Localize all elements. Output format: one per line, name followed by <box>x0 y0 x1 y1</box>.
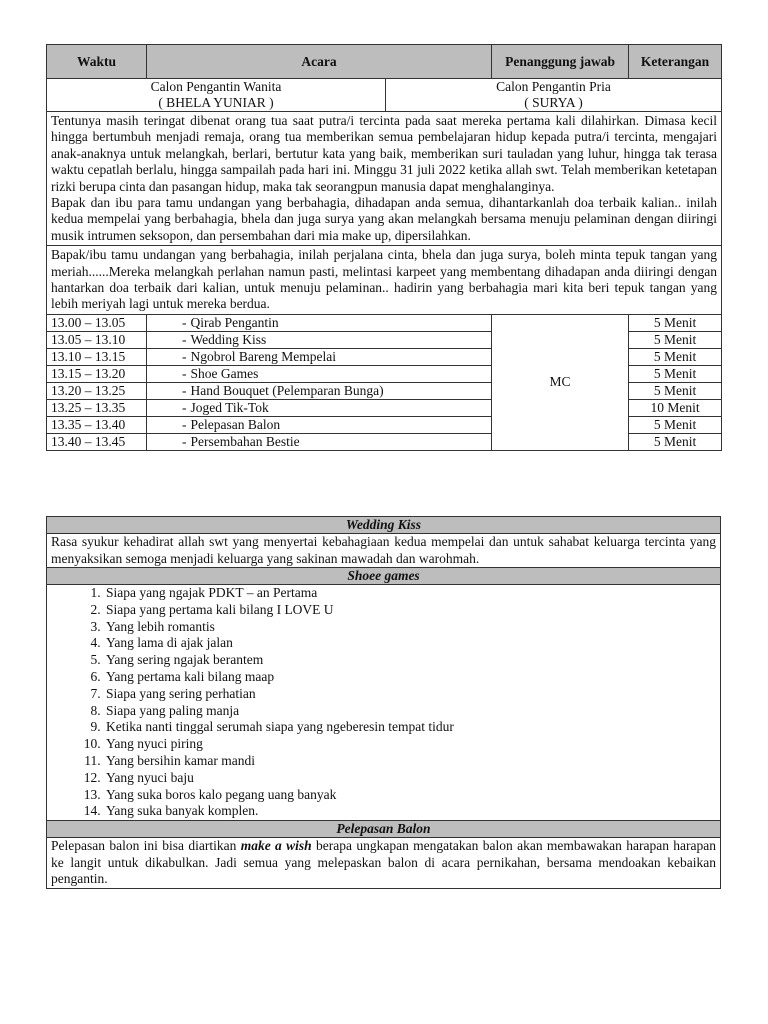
shoe-games-header-row <box>47 568 721 585</box>
header-pic: Penanggung jawab <box>492 45 629 79</box>
intro-cell <box>47 112 722 246</box>
row-time: 13.20 – 13.25 <box>47 382 147 399</box>
list-item: 9. Ketika nanti tinggal serumah siapa yang ngeberesin tempat tidur <box>104 719 716 736</box>
groom-label: Calon Pengantin Pria <box>496 79 611 94</box>
balloon-text-after: berapa ungkapan mengatakan balon akan membawakan harapan harapan ke langit untuk dikabulkan. Jadi semua yang melepaskan balon di acara pernikahan, bersama mendoakan kebaikan pengantin. <box>51 838 717 887</box>
row-dash: - <box>147 348 191 365</box>
list-item: 10. Yang nyuci piring <box>104 736 716 753</box>
row-activity: Pelepasan Balon <box>191 416 492 433</box>
intro-paragraph-1: Tentunya masih teringat dibenat orang tua saat putra/i tercinta pada saat mereka pertama kali dilahirkan. Dimasa kecil hingga bertumbuh menjadi remaja, orang tua memberikan semua pembelajaran hidup kepada putra/i tercinta, mengajari anak-anaknya untuk melangkah, berlari, bertutur kata yang baik, memberikan suri tauladan yang luhur, hingga tak terasa waktu cepatlah berlalu, hingga sampailah pada hari ini. Minggu 31 juli 2022 ketika allah swt. Telah memberikan ketetapan rizki berupa cinta dan pasangan hidup, maka tak seorangpun manusia dapat menghalanginya. <box>51 113 718 194</box>
row-duration: 5 Menit <box>629 331 722 348</box>
list-item: 2. Siapa yang pertama kali bilang I LOVE U <box>104 602 716 619</box>
bride-cell <box>47 79 386 112</box>
row-duration: 5 Menit <box>629 382 722 399</box>
balloon-text-cell <box>47 838 721 889</box>
intro-paragraph-2: Bapak dan ibu para tamu undangan yang berbahagia, dihadapan anda semua, dihantarkanlah doa terbaik kalian.. inilah kedua mempelai yang berbahagia, bhela dan juga surya yang akan melangkah bersama menuju pelaminan dengan diiringi musik intrumen seksopon, dan persembahan dari mia make up, dipersilahkan. <box>51 195 718 243</box>
row-duration: 10 Menit <box>629 399 722 416</box>
bride-name: ( BHELA YUNIAR ) <box>158 95 274 110</box>
header-event: Acara <box>147 45 492 79</box>
row-activity: Ngobrol Bareng Mempelai <box>191 348 492 365</box>
row-time: 13.35 – 13.40 <box>47 416 147 433</box>
wedding-kiss-text: Rasa syukur kehadirat allah swt yang menyertai kebahagiaan kedua mempelai dan untuk sahabat keluarga tercinta yang menyaksikan semoga menjadi keluarga yang sakinan mawadah dan warohmah. <box>47 534 721 568</box>
row-dash: - <box>147 314 191 331</box>
list-item: 3. Yang lebih romantis <box>104 619 716 636</box>
groom-cell <box>386 79 722 112</box>
row-time: 13.05 – 13.10 <box>47 331 147 348</box>
row-dash: - <box>147 399 191 416</box>
shoe-games-list-cell <box>47 585 721 821</box>
list-item: 8. Siapa yang paling manja <box>104 703 716 720</box>
row-activity: Wedding Kiss <box>191 331 492 348</box>
wedding-kiss-header-row <box>47 517 721 534</box>
entrance-row <box>47 246 722 315</box>
wedding-kiss-body-row <box>47 534 721 568</box>
balloon-text-before: Pelepasan balon ini bisa diartikan <box>51 838 241 854</box>
balloon-body-row <box>47 838 721 889</box>
schedule-header-row <box>47 45 722 79</box>
header-note: Keterangan <box>629 45 722 79</box>
row-time: 13.10 – 13.15 <box>47 348 147 365</box>
row-time: 13.15 – 13.20 <box>47 365 147 382</box>
balloon-emphasis: make a wish <box>240 838 312 854</box>
row-time: 13.40 – 13.45 <box>47 433 147 450</box>
list-item: 4. Yang lama di ajak jalan <box>104 635 716 652</box>
row-duration: 5 Menit <box>629 365 722 382</box>
schedule-row <box>47 314 722 331</box>
pic-cell: MC <box>492 314 629 450</box>
list-item: 11. Yang bersihin kamar mandi <box>104 753 716 770</box>
list-item: 13. Yang suka boros kalo pegang uang banyak <box>104 787 716 804</box>
row-activity: Persembahan Bestie <box>191 433 492 450</box>
wedding-kiss-title: Wedding Kiss <box>47 517 721 534</box>
row-duration: 5 Menit <box>629 314 722 331</box>
balloon-text <box>51 838 716 888</box>
groom-name: ( SURYA ) <box>524 95 583 110</box>
schedule-table <box>46 44 722 451</box>
list-item: 5. Yang sering ngajak berantem <box>104 652 716 669</box>
row-duration: 5 Menit <box>629 433 722 450</box>
shoe-games-title: Shoee games <box>47 568 721 585</box>
row-activity: Hand Bouquet (Pelemparan Bunga) <box>191 382 492 399</box>
couple-row <box>47 79 722 112</box>
entrance-cell <box>47 246 722 315</box>
row-duration: 5 Menit <box>629 416 722 433</box>
list-item: 7. Siapa yang sering perhatian <box>104 686 716 703</box>
row-activity: Shoe Games <box>191 365 492 382</box>
row-dash: - <box>147 433 191 450</box>
row-activity: Qirab Pengantin <box>191 314 492 331</box>
bride-label: Calon Pengantin Wanita <box>150 79 282 94</box>
balloon-header-row <box>47 821 721 838</box>
row-duration: 5 Menit <box>629 348 722 365</box>
details-table <box>46 516 721 889</box>
list-item: 14. Yang suka banyak komplen. <box>104 803 716 820</box>
header-time: Waktu <box>47 45 147 79</box>
intro-paragraph-3: Bapak/ibu tamu undangan yang berbahagia, inilah perjalana cinta, bhela dan juga surya, boleh minta tepuk tangan yang meriah......Mereka melangkah perlahan namun pasti, melintasi karpeet yang membentang dihadapan anda diiringi dengan hantarkan doa terbaik dari kalian, untuk menuju pelaminan.. hadirin yang berbahagia mari kita beri tepuk tangan yang lebih meriyah lagi untuk mereka berdua. <box>51 247 718 312</box>
row-dash: - <box>147 365 191 382</box>
row-dash: - <box>147 331 191 348</box>
row-dash: - <box>147 416 191 433</box>
shoe-games-body-row <box>47 585 721 821</box>
intro-row <box>47 112 722 246</box>
balloon-title: Pelepasan Balon <box>47 821 721 838</box>
row-dash: - <box>147 382 191 399</box>
list-item: 6. Yang pertama kali bilang maap <box>104 669 716 686</box>
row-activity: Joged Tik-Tok <box>191 399 492 416</box>
shoe-games-question-list <box>51 585 716 820</box>
row-time: 13.00 – 13.05 <box>47 314 147 331</box>
list-item: 1. Siapa yang ngajak PDKT – an Pertama <box>104 585 716 602</box>
row-time: 13.25 – 13.35 <box>47 399 147 416</box>
list-item: 12. Yang nyuci baju <box>104 770 716 787</box>
